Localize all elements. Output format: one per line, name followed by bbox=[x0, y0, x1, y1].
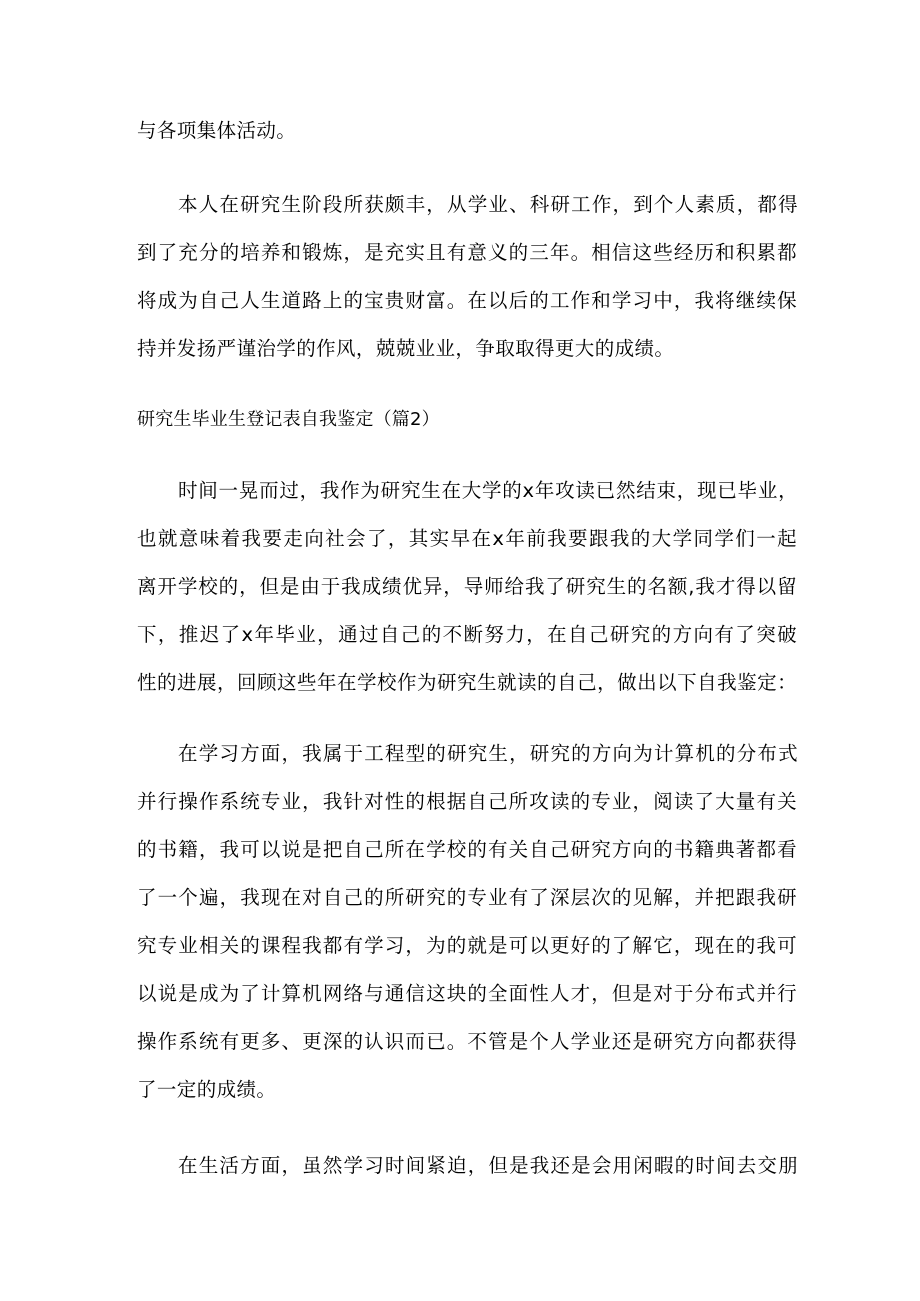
paragraph-text-line: 并行操作系统专业，我针对性的根据自己所攻读的专业，阅读了大量有关 bbox=[137, 790, 797, 813]
paragraph-text-line: 持并发扬严谨治学的作风，兢兢业业，争取取得更大的成绩。 bbox=[137, 337, 675, 360]
paragraph-text-line: 在生活方面，虽然学习时间紧迫，但是我还是会用闲暇的时间去交朋 bbox=[178, 1154, 798, 1177]
paragraph-text-line: 操作系统有更多、更深的认识而已。不管是个人学业还是研究方向都获得 bbox=[137, 1030, 797, 1053]
section-heading: 研究生毕业生登记表自我鉴定（篇2） bbox=[137, 409, 440, 430]
paragraph-text-line: 究专业相关的课程我都有学习，为的就是可以更好的了解它，现在的我可 bbox=[137, 934, 797, 957]
paragraph-text-line: 时间一晃而过，我作为研究生在大学的x年攻读已然结束，现已毕业， bbox=[178, 479, 798, 502]
paragraph-text-line: 在学习方面，我属于工程型的研究生，研究的方向为计算机的分布式 bbox=[178, 742, 798, 765]
paragraph-text-line: 与各项集体活动。 bbox=[137, 119, 297, 142]
paragraph-text-line: 到了充分的培养和锻炼，是充实且有意义的三年。相信这些经历和积累都 bbox=[137, 241, 797, 264]
paragraph-text-line: 将成为自己人生道路上的宝贵财富。在以后的工作和学习中，我将继续保 bbox=[137, 289, 797, 312]
paragraph-text-line: 的书籍，我可以说是把自己所在学校的有关自己研究方向的书籍典著都看 bbox=[137, 838, 797, 861]
paragraph-text-line: 也就意味着我要走向社会了，其实早在x年前我要跟我的大学同学们一起 bbox=[137, 527, 797, 550]
paragraph-text-line: 以说是成为了计算机网络与通信这块的全面性人才，但是对于分布式并行 bbox=[137, 982, 797, 1005]
paragraph-text-line: 离开学校的，但是由于我成绩优异，导师给我了研究生的名额,我才得以留 bbox=[137, 575, 797, 598]
paragraph-text-line: 本人在研究生阶段所获颇丰，从学业、科研工作，到个人素质，都得 bbox=[178, 193, 798, 216]
paragraph-text-line: 了一定的成绩。 bbox=[137, 1078, 277, 1101]
paragraph-text-line: 了一个遍，我现在对自己的所研究的专业有了深层次的见解，并把跟我研 bbox=[137, 886, 797, 909]
paragraph-text-line: 下，推迟了x年毕业，通过自己的不断努力，在自己研究的方向有了突破 bbox=[137, 623, 797, 646]
paragraph-text-line: 性的进展，回顾这些年在学校作为研究生就读的自己，做出以下自我鉴定： bbox=[137, 671, 797, 694]
